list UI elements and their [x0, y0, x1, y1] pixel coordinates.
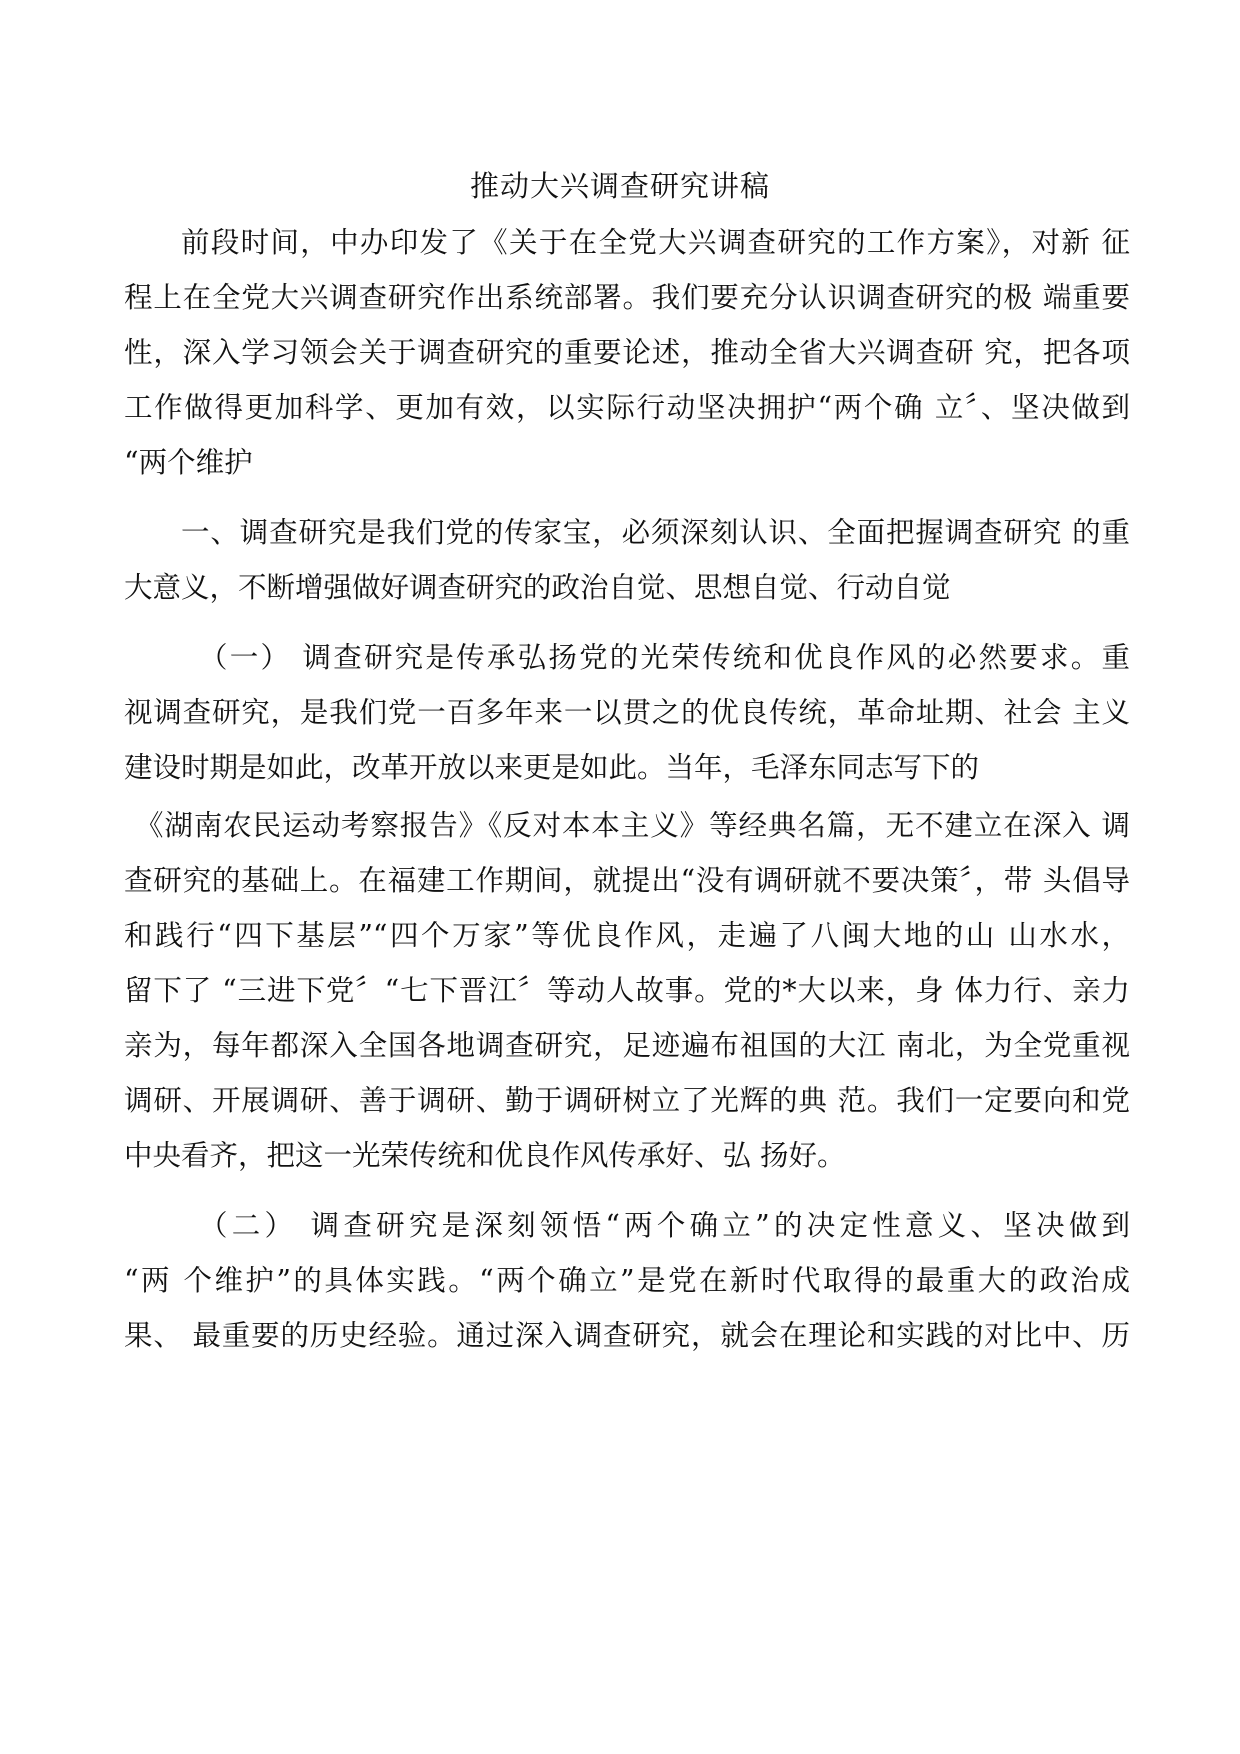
paragraph-line: 前段时间，中办印发了《关于在全党大兴调查研究的工作方案》，对新 征	[181, 226, 1130, 259]
paragraph-line: “两个维护	[124, 446, 253, 479]
section-heading-line: 一、调查研究是我们党的传家宝，必须深刻认识、全面把握调查研究 的重	[181, 516, 1130, 549]
paragraph-line: 调研、开展调研、善于调研、勤于调研树立了光辉的典 范。我们一定要向和党	[124, 1084, 1130, 1117]
paragraph-line: （一） 调查研究是传承弘扬党的光荣传统和优良作风的必然要求。重	[199, 641, 1130, 674]
paragraph-line: 视调查研究，是我们党一百多年来一以贯之的优良传统，革命址期、社会 主义	[124, 696, 1130, 729]
paragraph-line: 查研究的基础上。在福建工作期间，就提出“没有调研就不要决策〞，带 头倡导	[124, 864, 1130, 897]
paragraph-line: 性，深入学习领会关于调查研究的重要论述，推动全省大兴调查研 究，把各项	[124, 336, 1130, 369]
paragraph-line: 亲为，每年都深入全国各地调查研究，足迹遍布祖国的大江 南北，为全党重视	[124, 1029, 1130, 1062]
document-title: 推动大兴调查研究讲稿	[469, 169, 770, 203]
paragraph-line: 中央看齐，把这一光荣传统和优良作风传承好、弘 扬好。	[124, 1139, 846, 1172]
paragraph-line: 留下了 “三进下党〞“七下晋江〞等动人故事。党的*大以来，身 体力行、亲力	[124, 974, 1130, 1007]
paragraph-line: 果、 最重要的历史经验。通过深入调查研究，就会在理论和实践的对比中、历	[124, 1319, 1130, 1352]
paragraph-line: （二） 调查研究是深刻领悟“两个确立”的决定性意义、坚决做到	[199, 1209, 1130, 1242]
paragraph-line: 《湖南农民运动考察报告》《反对本本主义》等经典名篇，无不建立在深入 调	[135, 809, 1130, 842]
paragraph-line: 建设时期是如此，改革开放以来更是如此。当年，毛泽东同志写下的	[124, 751, 980, 784]
paragraph-line: 程上在全党大兴调查研究作出系统部署。我们要充分认识调查研究的极 端重要	[124, 281, 1130, 314]
paragraph-line: “两 个维护”的具体实践。“两个确立”是党在新时代取得的最重大的政治成	[124, 1264, 1130, 1297]
paragraph-line: 工作做得更加科学、更加有效，以实际行动坚决拥护“两个确 立〞、坚决做到	[124, 391, 1130, 424]
section-heading-line: 大意义，不断增强做好调查研究的政治自觉、思想自觉、行动自觉	[124, 571, 951, 604]
paragraph-line: 和践行“四下基层”“四个万家”等优良作风，走遍了八闽大地的山 山水水，	[124, 919, 1130, 952]
